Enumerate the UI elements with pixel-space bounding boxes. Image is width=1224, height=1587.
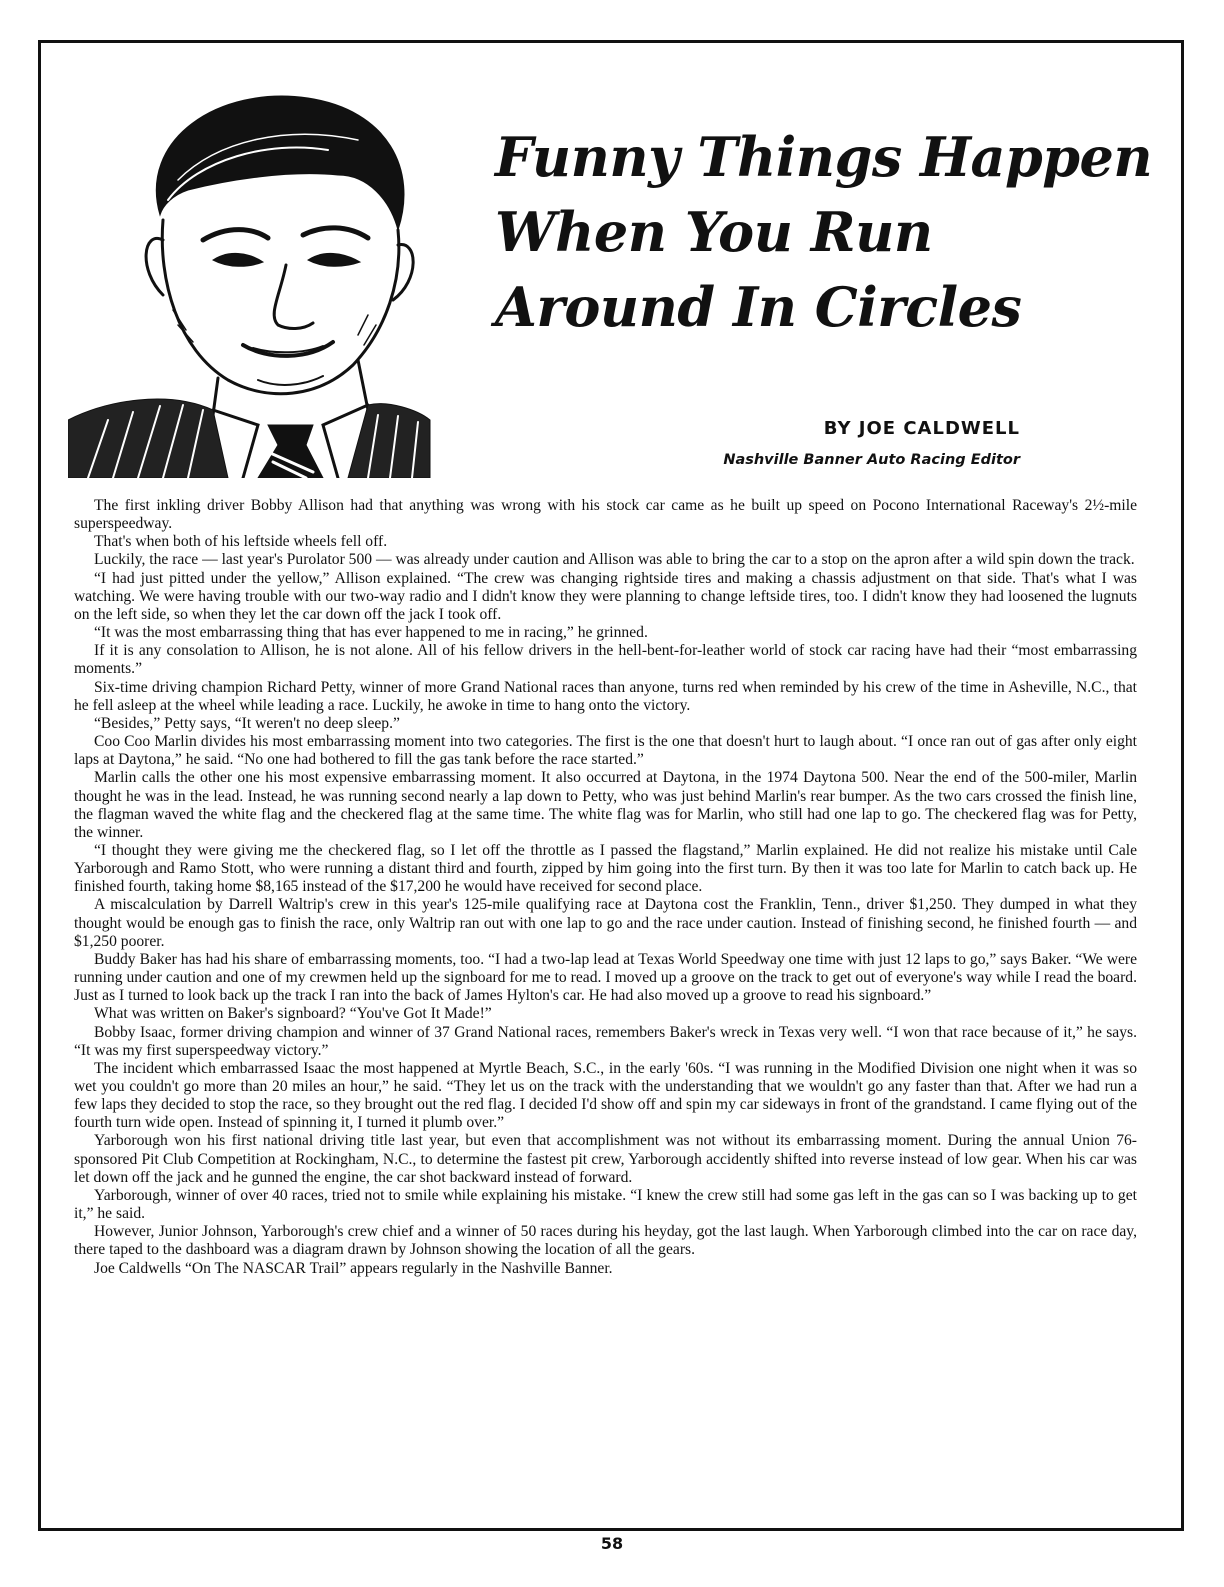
paragraph: However, Junior Johnson, Yarborough's crew chief and a winner of 50 races during his heyday, got the last laugh. When Yarborough climbed into the car on race day, there taped to the dashboard was a diagram drawn by Johnson showing the location of all the gears. [74, 1223, 1137, 1259]
paragraph: Yarborough, winner of over 40 races, tried not to smile while explaining his mistake. “I knew the crew still had some gas left in the gas can so I was backing up to get it,” he said. [74, 1186, 1137, 1223]
paragraph: “It was the most embarrassing thing that has ever happened to me in racing,” he grinned. [94, 624, 648, 642]
paragraph: Bobby Isaac, former driving champion and winner of 37 Grand National races, remembers Baker's wreck in Texas very well. “I won that race because of it,” he says. “It was my first superspeedway victory.” [74, 1023, 1137, 1059]
paragraph: That's when both of his leftside wheels fell off. [94, 533, 388, 551]
paragraph: The incident which embarrassed Isaac the most happened at Myrtle Beach, S.C., in the early '60s. “I was running in the Modified Division one night when it was so wet you couldn't go more than 20 miles an hour,” he said. “They let us on the track with the understanding that we wouldn't go any faster than that. After we had run a few laps they decided to stop the race, so they brought out the red flag. I decided I'd show off and spin my car sideways in front of the grandstand. I came flying out of the fourth turn wide open. Instead of spinning it, I turned it plumb over.” [74, 1059, 1137, 1132]
paragraph: What was written on Baker's signboard? “You've Got It Made!” [94, 1005, 492, 1023]
paragraph: If it is any consolation to Allison, he is not alone. All of his fellow drivers in the hell-bent-for-leather world of stock car racing have had their “most embarrassing moments.” [74, 642, 1137, 678]
title-line-1: Funny Things Happen [495, 125, 1153, 189]
byline: BY JOE CALDWELL [823, 418, 1020, 439]
author-role: Nashville Banner Auto Racing Editor [723, 452, 1020, 468]
paragraph: Joe Caldwells “On The NASCAR Trail” appears regularly in the Nashville Banner. [94, 1259, 613, 1277]
paragraph: “I thought they were giving me the checkered flag, so I let off the throttle as I passed the flagstand,” Marlin explained. He did not realize his mistake until Cale Yarborough and Ramo Stott, who were running a distant third and fourth, zipped by him going into the first turn. By then it was too late for Marlin to catch back up. He finished fourth, taking home $8,165 instead of the $17,200 he would have received for second place. [74, 841, 1137, 896]
paragraph: “I had just pitted under the yellow,” Allison explained. “The crew was changing rightside tires and making a chassis adjustment on that side. That's what I was watching. We were having trouble with our two-way radio and I didn't know they were planning to change leftside tires, too. I didn't know they had loosened the lugnuts on the left side, so when they let the car down off the jack I took off. [74, 569, 1137, 623]
paragraph: Yarborough won his first national driving title last year, but even that accomplishment was not without its embarrassing moment. During the annual Union 76-sponsored Pit Club Competition at Rockingham, N.C., to determine the fastest pit crew, Yarborough accidently shifted into reverse instead of low gear. When his car was let down off the jack and he gunned the engine, the car shot backward instead of forward. [74, 1132, 1137, 1186]
article-body [74, 497, 1137, 1278]
paragraph: Coo Coo Marlin divides his most embarrassing moment into two categories. The first is the one that doesn't hurt to laugh about. “I once ran out of gas after only eight laps at Daytona,” he said. “No one had bothered to fill the gas tank before the race started.” [74, 733, 1137, 769]
page-number: 58 [600, 1534, 624, 1553]
title-line-3: Around In Circles [495, 275, 1022, 339]
title-line-2: When You Run [495, 200, 933, 264]
paragraph: Luckily, the race — last year's Purolator 500 — was already under caution and Allison was able to bring the car to a stop on the apron after a wild spin down the track. [94, 551, 1135, 569]
paragraph: Marlin calls the other one his most expensive embarrassing moment. It also occurred at Daytona, in the 1974 Daytona 500. Near the end of the 500-miler, Marlin thought he was in the lead. Instead, he was running second nearly a lap down to Petty, who was just behind Marlin's rear bumper. As the two cars crossed the finish line, the flagman waved the white flag and the checkered flag at the same time. The white flag was for Marlin, who still had one lap to go. The checkered flag was for Petty, the winner. [74, 769, 1137, 841]
paragraph: A miscalculation by Darrell Waltrip's crew in this year's 125-mile qualifying race at Daytona cost the Franklin, Tenn., driver $1,250. They dumped in what they thought would be enough gas to finish the race, only Waltrip ran out with one lap to go and the race under caution. Instead of finishing second, he finished fourth — and $1,250 poorer. [74, 896, 1137, 950]
author-portrait [68, 80, 432, 478]
paragraph: “Besides,” Petty says, “It weren't no deep sleep.” [94, 714, 400, 732]
paragraph: Buddy Baker has had his share of embarrassing moments, too. “I had a two-lap lead at Texas World Speedway one time with just 12 laps to go,” says Baker. “We were running under caution and one of my crewmen held up the signboard for me to read. I moved up a groove on the track to get out of everyone's way while I read the board. Just as I turned to look back up the track I ran into the back of James Hylton's car. He had also moved up a groove to read his signboard.” [74, 950, 1137, 1005]
paragraph: The first inkling driver Bobby Allison had that anything was wrong with his stock car came as he built up speed on Pocono International Raceway's 2½-mile superspeedway. [74, 497, 1137, 533]
paragraph: Six-time driving champion Richard Petty, winner of more Grand National races than anyone, turns red when reminded by his crew of the time in Asheville, N.C., that he fell asleep at the wheel while leading a race. Luckily, he awoke in time to hang onto the victory. [74, 678, 1137, 714]
article-title [495, 120, 1175, 345]
